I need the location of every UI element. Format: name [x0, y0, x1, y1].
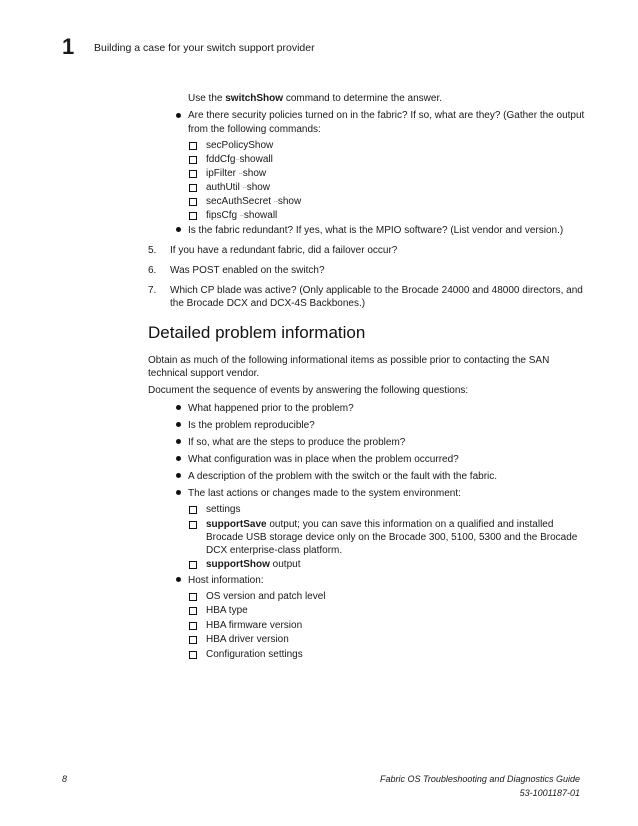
- chapter-title: Building a case for your switch support provider: [94, 42, 315, 54]
- bullet-icon: [176, 113, 181, 118]
- supportsave-item-line-3: DCX enterprise-class platform.: [206, 545, 343, 556]
- bullet-icon: [176, 577, 181, 582]
- checkbox-icon: [189, 156, 197, 164]
- separator: --: [238, 171, 243, 177]
- command-arg: show: [277, 196, 302, 207]
- supportshow-text: output: [269, 559, 301, 570]
- command-name: fddCfg: [206, 154, 236, 165]
- instruction-prefix: Use the: [188, 93, 223, 104]
- command-secauthsecret: [206, 195, 301, 209]
- command-fddcfg: [206, 153, 273, 167]
- supportshow-item: [206, 558, 300, 571]
- redundant-question: Is the fabric redundant? If yes, what is the MPIO software? (List vendor and version.): [188, 225, 564, 236]
- command-name: authUtil: [206, 182, 240, 193]
- list-number: 6.: [148, 265, 157, 276]
- list-number: 5.: [148, 245, 157, 256]
- checkbox-icon: [189, 170, 197, 178]
- command-fipscfg: [206, 209, 277, 223]
- checkbox-icon: [189, 636, 197, 644]
- host-item: HBA firmware version: [206, 620, 303, 631]
- doc-number: 53-1001187-01: [519, 788, 580, 798]
- command-arg: show: [246, 182, 271, 193]
- list-item: Is the problem reproducible?: [188, 420, 315, 431]
- checkbox-icon: [189, 607, 197, 615]
- host-item: HBA driver version: [206, 634, 289, 645]
- command-authutil: [206, 181, 270, 195]
- checkbox-icon: [189, 622, 197, 630]
- security-line-1: Are there security policies turned on in the fabric? If so, what are they? (Gather the output: [188, 110, 585, 121]
- cp-blade-question-line-1: Which CP blade was active? (Only applicable to the Brocade 24000 and 48000 directors, and: [170, 285, 583, 296]
- supportsave-item-line-2: Brocade USB storage device only on the Brocade 300, 5100, 5300 and the Brocade: [206, 532, 578, 543]
- list-item: What configuration was in place when the problem occurred?: [188, 454, 459, 465]
- bullet-icon: [176, 490, 181, 495]
- command-arg: showall: [243, 210, 278, 221]
- command-arg: show: [242, 168, 267, 179]
- list-item: If so, what are the steps to produce the problem?: [188, 437, 406, 448]
- cp-blade-question-line-2: the Brocade DCX and DCX-4S Backbones.): [170, 298, 366, 309]
- host-item: HBA type: [206, 605, 248, 616]
- checkbox-icon: [189, 561, 197, 569]
- bullet-icon: [176, 456, 181, 461]
- security-line-2: from the following commands:: [188, 124, 321, 135]
- bullet-icon: [176, 405, 181, 410]
- bullet-icon: [176, 439, 181, 444]
- page-number: 8: [62, 774, 68, 784]
- list-item: What happened prior to the problem?: [188, 403, 354, 414]
- failover-question: If you have a redundant fabric, did a failover occur?: [170, 245, 398, 256]
- checkbox-icon: [189, 212, 197, 220]
- guide-title: Fabric OS Troubleshooting and Diagnostics Guide: [380, 774, 580, 784]
- host-information-label: Host information:: [188, 575, 264, 586]
- post-question: Was POST enabled on the switch?: [170, 265, 325, 276]
- checkbox-icon: [189, 198, 197, 206]
- host-item: OS version and patch level: [206, 591, 326, 602]
- separator: --: [239, 213, 244, 219]
- section-heading: Detailed problem information: [148, 323, 366, 342]
- separator: --: [273, 199, 278, 205]
- checkbox-icon: [189, 184, 197, 192]
- supportsave-item-line-1: [206, 518, 553, 531]
- intro-paragraph-line-1: Obtain as much of the following informational items as possible prior to contacting the SAN: [148, 355, 550, 366]
- bullet-icon: [176, 227, 181, 232]
- chapter-number: 1: [62, 34, 75, 59]
- host-item: Configuration settings: [206, 649, 303, 660]
- checkbox-icon: [189, 651, 197, 659]
- command-ipfilter: [206, 167, 266, 181]
- checkbox-icon: [189, 142, 197, 150]
- bullet-icon: [176, 473, 181, 478]
- checkbox-icon: [189, 593, 197, 601]
- settings-item: settings: [206, 504, 241, 515]
- list-item: The last actions or changes made to the system environment:: [188, 488, 461, 499]
- separator: --: [242, 185, 247, 191]
- command-arg: showall: [239, 154, 273, 165]
- instruction-suffix: command to determine the answer.: [285, 93, 443, 104]
- command-name: fipsCfg: [206, 210, 238, 221]
- checkbox-icon: [189, 521, 197, 529]
- list-number: 7.: [148, 285, 157, 296]
- switchshow-instruction: [188, 92, 442, 105]
- supportsave-command: supportSave: [206, 519, 267, 530]
- command-name: secAuthSecret: [206, 196, 272, 207]
- list-item: A description of the problem with the switch or the fault with the fabric.: [188, 471, 498, 482]
- command-name: ipFilter: [206, 168, 237, 179]
- switchshow-command: switchShow: [225, 93, 284, 104]
- supportsave-text: output; you can save this information on a qualified and installed: [266, 519, 554, 530]
- bullet-icon: [176, 422, 181, 427]
- supportshow-command: supportShow: [206, 559, 270, 570]
- separator: --: [235, 157, 240, 163]
- sequence-paragraph: Document the sequence of events by answering the following questions:: [148, 385, 469, 396]
- checkbox-icon: [189, 506, 197, 514]
- intro-paragraph-line-2: technical support vendor.: [148, 368, 260, 379]
- command-secpolicyshow: secPolicyShow: [206, 140, 274, 151]
